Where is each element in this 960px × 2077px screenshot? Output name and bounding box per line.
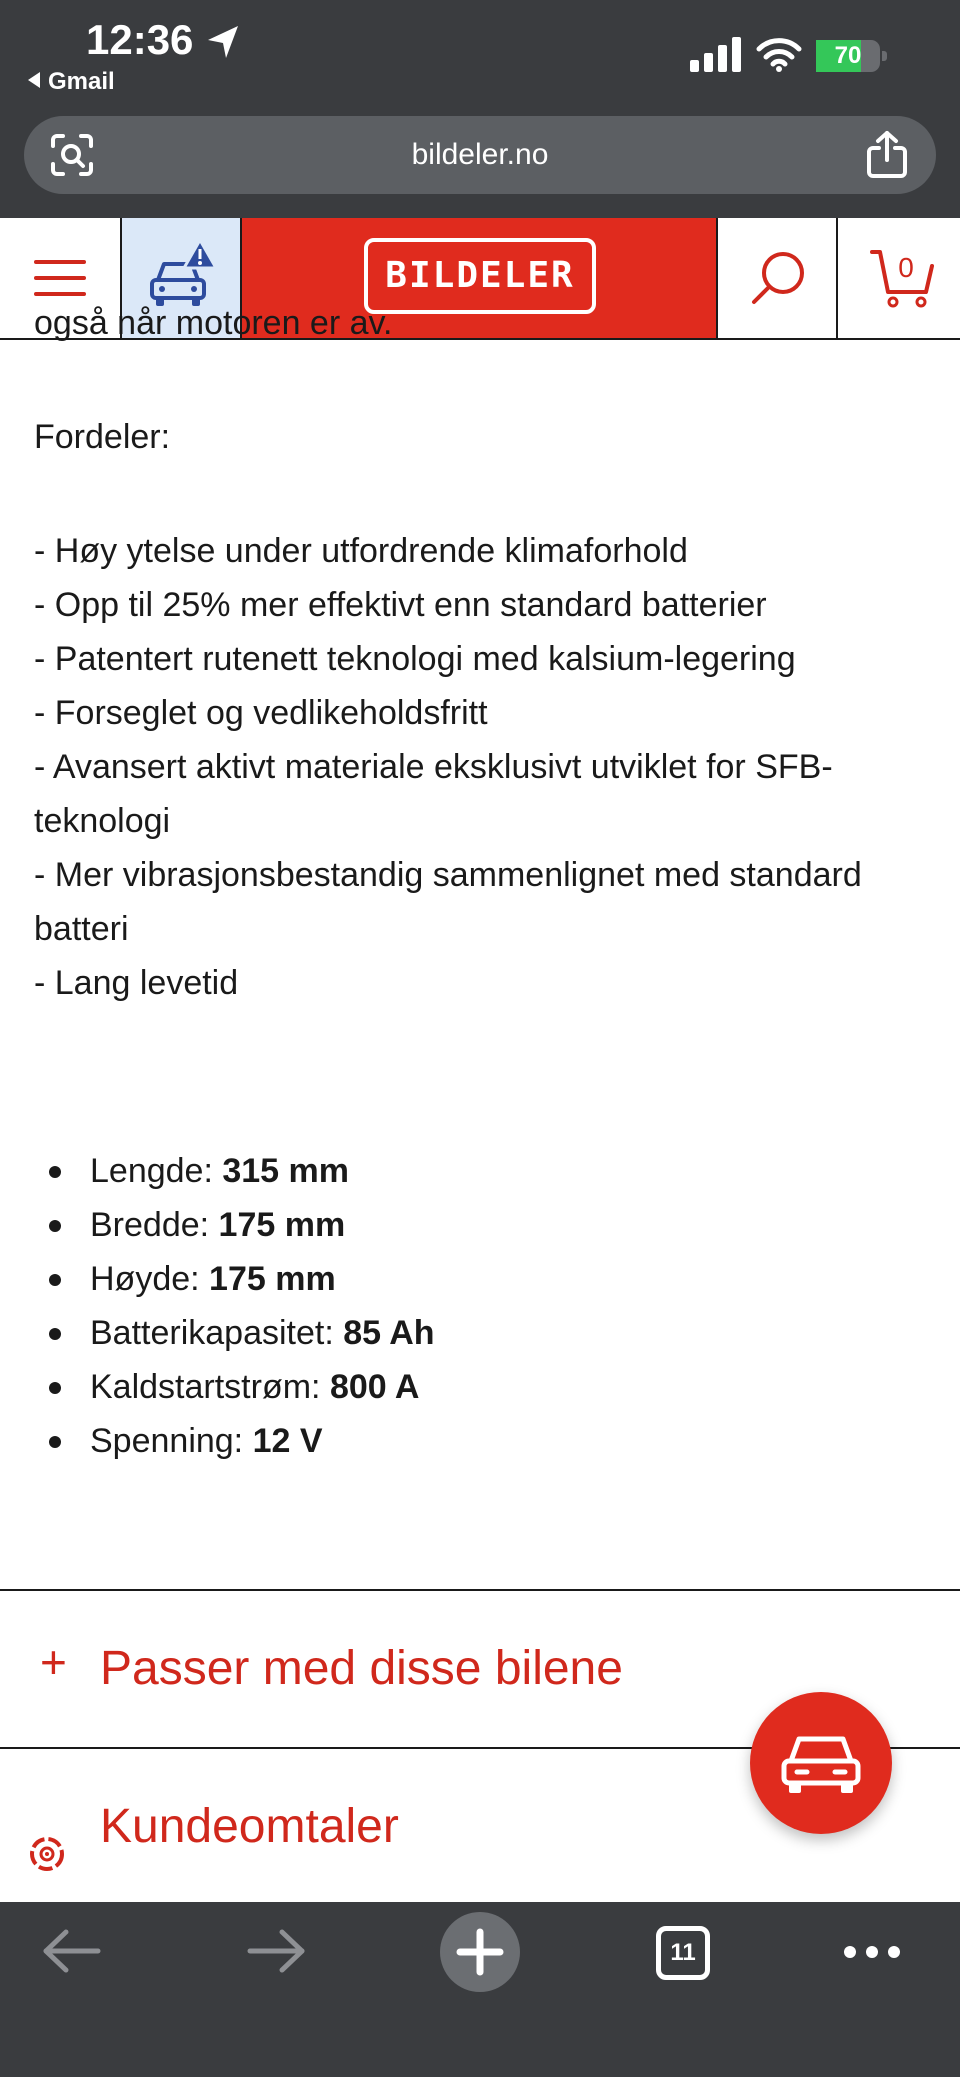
logo-frame: [364, 238, 596, 314]
benefits-heading: Fordeler:: [34, 418, 171, 456]
logo-text: BILDELER: [385, 255, 575, 296]
spec-item: [0, 1414, 900, 1468]
description-cut-off-line: også når motoren er av.: [34, 304, 393, 342]
benefit-item: - Forseglet og vedlikeholdsfritt: [34, 694, 488, 732]
benefit-item: - Patentert rutenett teknologi med kalsium-legering: [34, 640, 796, 678]
search-button[interactable]: [716, 218, 838, 338]
share-icon[interactable]: [864, 130, 910, 178]
bullet-dot: [49, 1328, 61, 1340]
product-description: [0, 304, 960, 1590]
spec-item: [0, 1360, 900, 1414]
battery-percent: 70: [834, 42, 862, 69]
cart-count: 0: [898, 252, 914, 283]
bullet-dot: [49, 1274, 61, 1286]
bullet-dot: [49, 1220, 61, 1232]
accordion-title: Passer med disse bilene: [100, 1642, 623, 1695]
spec-item: [0, 1252, 900, 1306]
spec-item: [0, 1306, 900, 1360]
spec-value: 85 Ah: [343, 1314, 435, 1352]
spec-value: 800 A: [329, 1368, 420, 1406]
benefit-item: - Mer vibrasjonsbestandig sammenlignet med standard batteri: [34, 856, 862, 948]
spec-label: Bredde:: [90, 1206, 210, 1244]
bullet-dot: [49, 1436, 61, 1448]
cellular-signal-icon: [690, 36, 742, 72]
back-to-app-link[interactable]: [28, 68, 115, 96]
browser-chrome: [0, 0, 960, 218]
car-icon: [779, 1731, 863, 1795]
url-text: bildeler.no: [411, 138, 549, 171]
select-car-fab[interactable]: [750, 1692, 892, 1834]
spec-item: [0, 1198, 900, 1252]
benefit-item: - Lang levetid: [34, 964, 239, 1002]
spec-value: 175 mm: [209, 1260, 336, 1298]
spec-label: Spenning:: [90, 1422, 244, 1460]
benefit-item: - Høy ytelse under utfordrende klimaforhold: [34, 532, 688, 570]
tab-overview-button[interactable]: [656, 1926, 710, 1980]
expand-plus-icon: +: [40, 1636, 67, 1688]
wifi-icon: [756, 36, 802, 72]
battery-cap: [882, 51, 887, 61]
new-tab-button[interactable]: [440, 1912, 520, 1992]
back-arrow-icon[interactable]: [40, 1926, 104, 1976]
bullet-dot: [49, 1166, 61, 1178]
status-time: 12:36: [86, 16, 194, 63]
plus-icon: [440, 1912, 520, 1992]
spec-item: [0, 1144, 900, 1198]
benefit-item: - Opp til 25% mer effektivt enn standard batterier: [34, 586, 767, 624]
spec-label: Kaldstartstrøm:: [90, 1368, 321, 1406]
more-options-icon[interactable]: [840, 1940, 904, 1964]
bullet-dot: [49, 1382, 61, 1394]
specs-list: [0, 1144, 900, 1468]
tab-count: 11: [670, 1939, 696, 1966]
spec-label: Lengde:: [90, 1152, 213, 1190]
battery-indicator: [816, 40, 888, 72]
search-icon: [718, 218, 836, 338]
benefits-list: [34, 524, 934, 1010]
battery-body: [816, 40, 880, 72]
browser-toolbar: [0, 1902, 960, 2077]
spec-value: 12 V: [252, 1422, 323, 1460]
accordion-title: Kundeomtaler: [100, 1800, 399, 1853]
spec-value: 315 mm: [222, 1152, 349, 1190]
back-triangle-icon: [28, 72, 40, 88]
location-arrow-icon: [204, 22, 244, 62]
spec-label: Batterikapasitet:: [90, 1314, 334, 1352]
benefit-item: - Avansert aktivt materiale eksklusivt utviklet for SFB-teknologi: [34, 748, 833, 840]
cart-button[interactable]: [838, 218, 960, 338]
spec-value: 175 mm: [218, 1206, 346, 1244]
forward-arrow-icon[interactable]: [244, 1926, 308, 1976]
review-badge-icon[interactable]: [28, 1835, 66, 1873]
back-app-label: Gmail: [48, 68, 115, 95]
spec-label: Høyde:: [90, 1260, 200, 1298]
address-bar[interactable]: [24, 116, 936, 194]
